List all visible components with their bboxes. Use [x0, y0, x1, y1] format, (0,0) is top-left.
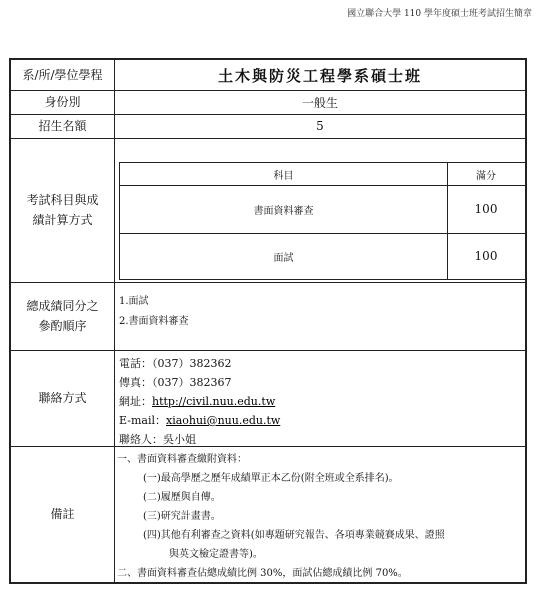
tie-order-item: 2.書面資料審查	[119, 316, 189, 327]
contact-info	[119, 354, 280, 449]
score-cell: 100	[474, 202, 498, 216]
notes-line: 二、書面資料審查佔總成績比例 30%，面試佔總成績比例 70%。	[117, 568, 408, 579]
subject-cell: 面試	[273, 252, 294, 264]
dept-label: 系/所/學位學程	[11, 60, 115, 90]
quota-label: 招生名額	[11, 114, 115, 138]
document-header: 國立聯合大學 110 學年度碩士班考試招生簡章	[347, 9, 532, 19]
tie-order-label: 總成績同分之參酌順序	[11, 282, 115, 350]
tie-order-list	[119, 292, 189, 332]
email-link[interactable]: xiaohui@nuu.edu.tw	[165, 414, 281, 427]
exam-subject-table	[119, 162, 525, 280]
admission-table	[9, 58, 527, 584]
fax-area: （037）	[152, 376, 190, 389]
tie-order-item: 1.面試	[119, 296, 149, 307]
score-header: 滿分	[476, 170, 496, 182]
website-label: 網址：	[119, 395, 152, 408]
email-line	[119, 411, 280, 430]
fax-number: 382367	[189, 376, 232, 389]
notes-item: (四)其他有利審查之資料(如專題研究報告、各項專業競賽成果、證照	[143, 530, 445, 541]
website-link[interactable]: http://civil.nuu.edu.tw	[152, 395, 276, 408]
quota-value: 5	[316, 119, 324, 133]
identity-value: 一般生	[301, 95, 338, 110]
dept-value: 土木與防災工程學系碩士班	[217, 66, 422, 85]
person-label: 聯絡人：	[119, 433, 163, 446]
email-label: E-mail：	[119, 414, 166, 427]
notes-item: (三)研究計畫書。	[143, 511, 221, 522]
notes-item: (一)最高學歷之歷年成績單正本乙份(附全班或全系排名)。	[143, 473, 399, 484]
notes-line: 一、書面資料審查繳附資料：	[117, 454, 247, 465]
exam-label: 考試科目與成績計算方式	[11, 138, 115, 282]
notes-label: 備註	[11, 446, 115, 582]
notes-item: (二)履歷與自傳。	[143, 492, 221, 503]
fax-line	[119, 373, 280, 392]
notes-content	[117, 450, 445, 583]
phone-label: 電話：	[119, 357, 152, 370]
fax-label: 傳真：	[119, 376, 152, 389]
identity-label: 身份別	[11, 90, 115, 114]
score-cell: 100	[474, 249, 498, 263]
website-line	[119, 392, 280, 411]
notes-item-continued: 與英文檢定證書等)。	[169, 549, 263, 560]
subject-cell: 書面資料審查	[253, 205, 314, 217]
phone-number: 382362	[189, 357, 232, 370]
contact-label: 聯絡方式	[11, 350, 115, 446]
phone-line	[119, 354, 280, 373]
phone-area: （037）	[152, 357, 190, 370]
person-name: 吳小姐	[163, 433, 196, 446]
subject-header: 科目	[273, 170, 294, 182]
